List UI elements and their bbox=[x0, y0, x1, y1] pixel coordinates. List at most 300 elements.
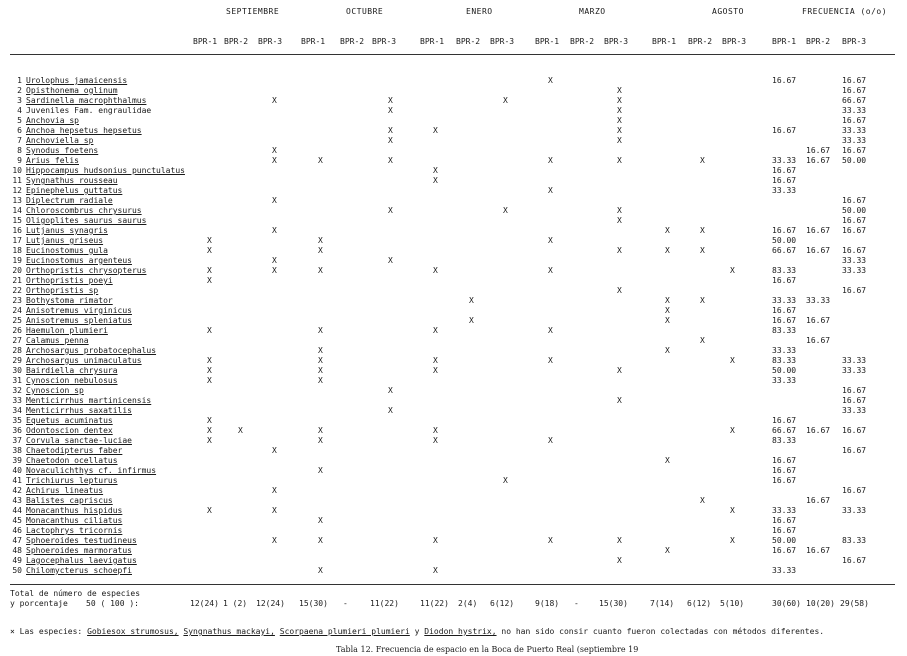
frequency-value: 66.67 bbox=[772, 426, 797, 435]
frequency-value: 33.33 bbox=[772, 376, 797, 385]
species-name bbox=[26, 556, 137, 565]
species-name bbox=[26, 276, 113, 285]
presence-mark: X bbox=[207, 236, 212, 245]
presence-mark: X bbox=[433, 426, 438, 435]
month-header-marzo: MARZO bbox=[579, 7, 606, 16]
frequency-value: 83.33 bbox=[772, 266, 797, 275]
row-number: 29 bbox=[12, 356, 22, 365]
frequency-value: 16.67 bbox=[772, 416, 797, 425]
total-label-line2: y porcentaje bbox=[10, 599, 68, 608]
frequency-value: 33.33 bbox=[772, 156, 797, 165]
total-label-line1: Total de número de especies bbox=[10, 589, 141, 598]
frequency-value: 33.33 bbox=[842, 406, 867, 415]
presence-mark: X bbox=[469, 296, 474, 305]
row-number: 9 bbox=[17, 156, 22, 165]
species-genus: Monacanthus bbox=[26, 506, 79, 515]
species-genus: Bothystoma bbox=[26, 296, 75, 305]
frequency-value: 66.67 bbox=[772, 246, 797, 255]
presence-mark: X bbox=[388, 156, 393, 165]
species-epithet: poeyi bbox=[83, 276, 113, 285]
species-name bbox=[26, 296, 113, 305]
frequency-value: 16.67 bbox=[772, 316, 797, 325]
frequency-value: 16.67 bbox=[842, 486, 867, 495]
species-genus: Urolophus bbox=[26, 76, 70, 85]
presence-mark: X bbox=[433, 536, 438, 545]
presence-mark: X bbox=[730, 506, 735, 515]
species-genus: Cynoscion bbox=[26, 386, 70, 395]
frequency-value: 16.67 bbox=[806, 316, 831, 325]
station-header: BPR-2 bbox=[806, 37, 831, 46]
species-name bbox=[26, 336, 89, 345]
species-genus: Monacanthus bbox=[26, 516, 79, 525]
frequency-value: 16.67 bbox=[806, 156, 831, 165]
frequency-value: 83.33 bbox=[842, 536, 867, 545]
row-number: 7 bbox=[17, 136, 22, 145]
total-value: 10(20) bbox=[806, 599, 835, 608]
row-number: 39 bbox=[12, 456, 22, 465]
frequency-value: 50.00 bbox=[772, 366, 797, 375]
species-name bbox=[26, 96, 146, 105]
row-number: 13 bbox=[12, 196, 22, 205]
species-name bbox=[26, 436, 132, 445]
station-header: BPR-3 bbox=[604, 37, 629, 46]
row-number: 23 bbox=[12, 296, 22, 305]
species-epithet: chrysura bbox=[74, 366, 118, 375]
station-header: BPR-2 bbox=[224, 37, 249, 46]
station-header: BPR-1 bbox=[193, 37, 218, 46]
row-number: 3 bbox=[17, 96, 22, 105]
total-value: 9(18) bbox=[535, 599, 560, 608]
species-epithet: hepsetus hepsetus bbox=[54, 126, 142, 135]
species-genus: Novaculichthys bbox=[26, 466, 94, 475]
presence-mark: X bbox=[548, 436, 553, 445]
station-header: BPR-2 bbox=[570, 37, 595, 46]
species-genus: Arius bbox=[26, 156, 51, 165]
species-genus: Balistes bbox=[26, 496, 65, 505]
frequency-value: 16.67 bbox=[772, 76, 797, 85]
frequency-value: 16.67 bbox=[842, 226, 867, 235]
presence-mark: X bbox=[207, 436, 212, 445]
species-genus: Anchovia bbox=[26, 116, 65, 125]
row-number: 2 bbox=[17, 86, 22, 95]
species-epithet: testudineus bbox=[78, 536, 137, 545]
species-genus: Lutjanus bbox=[26, 226, 65, 235]
row-number: 1 bbox=[17, 76, 22, 85]
species-epithet: lineatus bbox=[59, 486, 104, 495]
presence-mark: X bbox=[318, 536, 323, 545]
species-name bbox=[26, 376, 118, 385]
presence-mark: X bbox=[700, 246, 705, 255]
species-epithet: probatocephalus bbox=[78, 346, 157, 355]
species-genus: Epinephelus bbox=[26, 186, 79, 195]
presence-mark: X bbox=[617, 246, 622, 255]
species-name bbox=[26, 466, 156, 475]
total-value: 15(30) bbox=[299, 599, 328, 608]
species-epithet: argenteus bbox=[83, 256, 132, 265]
frequency-value: 33.33 bbox=[842, 106, 867, 115]
presence-mark: X bbox=[548, 326, 553, 335]
presence-mark: X bbox=[665, 346, 670, 355]
presence-mark: X bbox=[318, 246, 323, 255]
total-value: 11(22) bbox=[420, 599, 449, 608]
row-number: 28 bbox=[12, 346, 22, 355]
frequency-value: 16.67 bbox=[772, 226, 797, 235]
station-header: BPR-1 bbox=[420, 37, 445, 46]
species-epithet: ocellatus bbox=[69, 456, 118, 465]
frequency-value: 83.33 bbox=[772, 326, 797, 335]
species-genus: Diplectrum bbox=[26, 196, 75, 205]
presence-mark: X bbox=[388, 106, 393, 115]
species-epithet: chrysurus bbox=[93, 206, 142, 215]
presence-mark: X bbox=[730, 266, 735, 275]
species-epithet: tricornis bbox=[74, 526, 123, 535]
total-value: 30(60) bbox=[772, 599, 801, 608]
station-header: BPR-1 bbox=[535, 37, 560, 46]
presence-mark: X bbox=[617, 206, 622, 215]
header-rule bbox=[10, 54, 895, 55]
frequency-value: 33.33 bbox=[842, 136, 867, 145]
species-name bbox=[26, 326, 108, 335]
presence-mark: X bbox=[617, 86, 622, 95]
species-genus: Oligoplites bbox=[26, 216, 79, 225]
presence-mark: X bbox=[207, 426, 212, 435]
presence-mark: X bbox=[700, 226, 705, 235]
presence-mark: X bbox=[617, 556, 622, 565]
presence-mark: X bbox=[433, 176, 438, 185]
species-epithet: sanctae-luciae bbox=[59, 436, 132, 445]
species-name bbox=[26, 266, 146, 275]
row-number: 32 bbox=[12, 386, 22, 395]
presence-mark: X bbox=[665, 226, 670, 235]
presence-mark: X bbox=[730, 536, 735, 545]
species-epithet: acuminatus bbox=[59, 416, 113, 425]
presence-mark: X bbox=[318, 516, 323, 525]
species-genus: Anisotremus bbox=[26, 316, 79, 325]
row-number: 43 bbox=[12, 496, 22, 505]
frequency-value: 16.67 bbox=[806, 546, 831, 555]
presence-mark: X bbox=[548, 266, 553, 275]
species-epithet: hudsonius punctulatus bbox=[78, 166, 185, 175]
species-name bbox=[26, 366, 118, 375]
footnote-species-1: Gobiesox strumosus, bbox=[87, 627, 179, 636]
species-name bbox=[26, 546, 132, 555]
frequency-value: 16.67 bbox=[842, 386, 867, 395]
presence-mark: X bbox=[433, 326, 438, 335]
species-name bbox=[26, 116, 79, 125]
species-genus: Chaetodipterus bbox=[26, 446, 94, 455]
station-header: BPR-3 bbox=[372, 37, 397, 46]
species-epithet: macrophthalmus bbox=[74, 96, 147, 105]
species-epithet: gula bbox=[83, 246, 108, 255]
species-epithet: lepturus bbox=[74, 476, 118, 485]
month-header-frecuencia: FRECUENCIA (o/o) bbox=[802, 7, 888, 16]
presence-mark: X bbox=[665, 316, 670, 325]
station-header: BPR-2 bbox=[456, 37, 481, 46]
presence-mark: X bbox=[548, 236, 553, 245]
frequency-value: 33.33 bbox=[772, 186, 797, 195]
species-genus: Trichiurus bbox=[26, 476, 75, 485]
species-name bbox=[26, 216, 146, 225]
station-header: BPR-2 bbox=[340, 37, 365, 46]
frequency-value: 16.67 bbox=[842, 286, 867, 295]
frequency-value: 16.67 bbox=[842, 116, 867, 125]
station-header: BPR-1 bbox=[301, 37, 326, 46]
total-value: 12(24) bbox=[190, 599, 219, 608]
species-genus: Menticirrhus bbox=[26, 406, 84, 415]
species-epithet: rimator bbox=[74, 296, 113, 305]
station-header: BPR-2 bbox=[688, 37, 713, 46]
presence-mark: X bbox=[665, 306, 670, 315]
species-genus: Sphoeroides bbox=[26, 536, 79, 545]
species-name bbox=[26, 486, 103, 495]
frequency-value: 16.67 bbox=[772, 476, 797, 485]
species-name bbox=[26, 446, 122, 455]
species-epithet: penna bbox=[59, 336, 89, 345]
frequency-value: 16.67 bbox=[842, 556, 867, 565]
species-genus: Corvula bbox=[26, 436, 60, 445]
presence-mark: X bbox=[272, 506, 277, 515]
presence-mark: X bbox=[433, 566, 438, 575]
presence-mark: X bbox=[318, 466, 323, 475]
species-epithet: oglinum bbox=[78, 86, 118, 95]
species-epithet: guttatus bbox=[78, 186, 123, 195]
row-number: 10 bbox=[12, 166, 22, 175]
frequency-value: 33.33 bbox=[842, 506, 867, 515]
row-number: 15 bbox=[12, 216, 22, 225]
presence-mark: X bbox=[617, 366, 622, 375]
frequency-value: 16.67 bbox=[806, 246, 831, 255]
species-name bbox=[26, 316, 132, 325]
species-genus: Bairdiella bbox=[26, 366, 75, 375]
presence-mark: X bbox=[665, 546, 670, 555]
species-epithet: laevigatus bbox=[83, 556, 137, 565]
frequency-value: 33.33 bbox=[806, 296, 831, 305]
frequency-value: 16.67 bbox=[772, 276, 797, 285]
species-genus: Calamus bbox=[26, 336, 60, 345]
species-genus: Archosargus bbox=[26, 346, 79, 355]
presence-mark: X bbox=[700, 336, 705, 345]
species-epithet: jamaicensis bbox=[69, 76, 128, 85]
table-caption: Tabla 12. Frecuencia de espacio en la Boca de Puerto Real (septiembre 19 bbox=[336, 645, 639, 654]
species-genus: Juveniles Fam. engraulidae bbox=[26, 106, 152, 115]
total-value: 5(10) bbox=[720, 599, 745, 608]
frequency-value: 83.33 bbox=[772, 436, 797, 445]
presence-mark: X bbox=[617, 126, 622, 135]
presence-mark: X bbox=[318, 426, 323, 435]
presence-mark: X bbox=[433, 166, 438, 175]
species-genus: Achirus bbox=[26, 486, 60, 495]
footnote-species-2: Syngnathus mackayi, bbox=[183, 627, 275, 636]
species-epithet: sp bbox=[64, 116, 79, 125]
presence-mark: X bbox=[272, 226, 277, 235]
footnote-prefix: × Las especies: bbox=[10, 627, 83, 636]
footnote bbox=[10, 627, 824, 636]
footnote-suffix: no han sido consir cuanto fueron colectadas con métodos diferentes. bbox=[501, 627, 825, 636]
frequency-value: 16.67 bbox=[842, 396, 867, 405]
species-name bbox=[26, 516, 122, 525]
species-name bbox=[26, 476, 118, 485]
presence-mark: X bbox=[617, 216, 622, 225]
species-genus: Orthopristis bbox=[26, 286, 84, 295]
species-epithet: saxatilis bbox=[83, 406, 132, 415]
row-number: 27 bbox=[12, 336, 22, 345]
row-number: 36 bbox=[12, 426, 22, 435]
presence-mark: X bbox=[207, 276, 212, 285]
species-genus: Anchoa bbox=[26, 126, 55, 135]
presence-mark: X bbox=[433, 436, 438, 445]
species-genus: Lactophrys bbox=[26, 526, 75, 535]
species-epithet: plumieri bbox=[64, 326, 108, 335]
frequency-value: 16.67 bbox=[772, 466, 797, 475]
species-name bbox=[26, 226, 108, 235]
row-number: 44 bbox=[12, 506, 22, 515]
frequency-value: 33.33 bbox=[842, 366, 867, 375]
total-value: 12(24) bbox=[256, 599, 285, 608]
species-name bbox=[26, 146, 98, 155]
row-number: 33 bbox=[12, 396, 22, 405]
presence-mark: X bbox=[207, 506, 212, 515]
frequency-value: 33.33 bbox=[842, 266, 867, 275]
presence-mark: X bbox=[548, 186, 553, 195]
species-name bbox=[26, 406, 132, 415]
frequency-value: 16.67 bbox=[806, 496, 831, 505]
species-genus: Cynoscion bbox=[26, 376, 70, 385]
species-name bbox=[26, 186, 122, 195]
row-number: 5 bbox=[17, 116, 22, 125]
month-header-septiembre: SEPTIEMBRE bbox=[226, 7, 280, 16]
station-header: BPR-1 bbox=[772, 37, 797, 46]
row-number: 38 bbox=[12, 446, 22, 455]
footnote-y: y bbox=[414, 627, 420, 636]
presence-mark: X bbox=[665, 296, 670, 305]
species-epithet: martinicensis bbox=[83, 396, 152, 405]
presence-mark: X bbox=[388, 386, 393, 395]
species-epithet: dentex bbox=[78, 426, 113, 435]
frequency-value: 50.00 bbox=[772, 236, 797, 245]
presence-mark: X bbox=[665, 246, 670, 255]
species-epithet: cf. infirmus bbox=[93, 466, 157, 475]
species-name bbox=[26, 176, 118, 185]
frequency-value: 16.67 bbox=[772, 306, 797, 315]
row-number: 46 bbox=[12, 526, 22, 535]
frequency-value: 16.67 bbox=[772, 456, 797, 465]
row-number: 4 bbox=[17, 106, 22, 115]
species-name bbox=[26, 456, 118, 465]
species-name bbox=[26, 416, 113, 425]
presence-mark: X bbox=[433, 366, 438, 375]
presence-mark: X bbox=[617, 286, 622, 295]
presence-mark: X bbox=[318, 376, 323, 385]
species-epithet: spleniatus bbox=[78, 316, 132, 325]
presence-mark: X bbox=[388, 206, 393, 215]
species-epithet: hispidus bbox=[78, 506, 123, 515]
frequency-value: 16.67 bbox=[806, 146, 831, 155]
frequency-value: 16.67 bbox=[842, 216, 867, 225]
presence-mark: X bbox=[503, 206, 508, 215]
total-value: 6(12) bbox=[490, 599, 515, 608]
total-value: 6(12) bbox=[687, 599, 712, 608]
species-name bbox=[26, 126, 142, 135]
station-header: BPR-3 bbox=[258, 37, 283, 46]
presence-mark: X bbox=[272, 196, 277, 205]
species-name bbox=[26, 136, 93, 145]
total-value: 7(14) bbox=[650, 599, 675, 608]
species-epithet: rousseau bbox=[74, 176, 118, 185]
presence-mark: X bbox=[548, 76, 553, 85]
presence-mark: X bbox=[503, 96, 508, 105]
presence-mark: X bbox=[318, 236, 323, 245]
frequency-value: 33.33 bbox=[842, 126, 867, 135]
species-genus: Opisthonema bbox=[26, 86, 79, 95]
total-value: 11(22) bbox=[370, 599, 399, 608]
station-header: BPR-3 bbox=[490, 37, 515, 46]
row-number: 37 bbox=[12, 436, 22, 445]
species-name bbox=[26, 76, 127, 85]
row-number: 45 bbox=[12, 516, 22, 525]
row-number: 31 bbox=[12, 376, 22, 385]
presence-mark: X bbox=[318, 266, 323, 275]
presence-mark: X bbox=[469, 316, 474, 325]
presence-mark: X bbox=[388, 96, 393, 105]
species-epithet: ciliatus bbox=[78, 516, 123, 525]
presence-mark: X bbox=[433, 126, 438, 135]
total-rule bbox=[10, 584, 895, 585]
species-name bbox=[26, 246, 108, 255]
presence-mark: X bbox=[617, 396, 622, 405]
row-number: 22 bbox=[12, 286, 22, 295]
species-name bbox=[26, 166, 185, 175]
species-name bbox=[26, 506, 122, 515]
row-number: 40 bbox=[12, 466, 22, 475]
presence-mark: X bbox=[318, 326, 323, 335]
frequency-value: 16.67 bbox=[772, 166, 797, 175]
presence-mark: X bbox=[548, 356, 553, 365]
presence-mark: X bbox=[318, 356, 323, 365]
row-number: 16 bbox=[12, 226, 22, 235]
species-genus: Haemulon bbox=[26, 326, 65, 335]
row-number: 14 bbox=[12, 206, 22, 215]
species-genus: Lutjanus bbox=[26, 236, 65, 245]
row-number: 30 bbox=[12, 366, 22, 375]
species-genus: Anisotremus bbox=[26, 306, 79, 315]
total-value: 1 (2) bbox=[223, 599, 248, 608]
row-number: 20 bbox=[12, 266, 22, 275]
footnote-species-3: Scorpaena plumieri plumieri bbox=[279, 627, 410, 636]
species-name bbox=[26, 536, 137, 545]
presence-mark: X bbox=[700, 156, 705, 165]
species-epithet: radiale bbox=[74, 196, 113, 205]
presence-mark: X bbox=[272, 536, 277, 545]
frequency-value: 50.00 bbox=[772, 536, 797, 545]
species-epithet: foetens bbox=[59, 146, 99, 155]
species-epithet: virginicus bbox=[78, 306, 132, 315]
frequency-value: 16.67 bbox=[772, 176, 797, 185]
species-name bbox=[26, 566, 132, 575]
presence-mark: X bbox=[548, 536, 553, 545]
total-value: 15(30) bbox=[599, 599, 628, 608]
month-header-octubre: OCTUBRE bbox=[346, 7, 384, 16]
presence-mark: X bbox=[318, 156, 323, 165]
species-genus: Chaetodon bbox=[26, 456, 70, 465]
presence-mark: X bbox=[272, 156, 277, 165]
frequency-value: 16.67 bbox=[842, 146, 867, 155]
presence-mark: X bbox=[700, 496, 705, 505]
frequency-value: 33.33 bbox=[842, 356, 867, 365]
presence-mark: X bbox=[433, 356, 438, 365]
species-genus: Syngnathus bbox=[26, 176, 75, 185]
presence-mark: X bbox=[272, 256, 277, 265]
station-header: BPR-1 bbox=[652, 37, 677, 46]
